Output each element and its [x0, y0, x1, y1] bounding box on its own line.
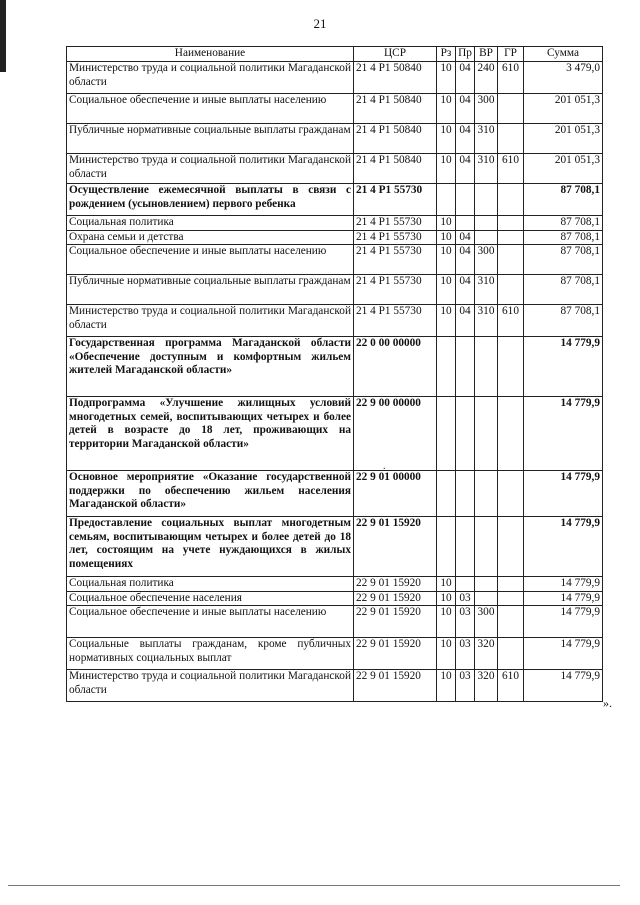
table-row — [67, 184, 603, 216]
cell-csr: 22 9 01 15920 — [354, 670, 437, 702]
cell-sum: 14 779,9 — [524, 471, 603, 517]
cell-csr: 22 9 01 15920 — [354, 638, 437, 670]
cell-vr — [475, 230, 498, 245]
cell-sum: 201 051,3 — [524, 124, 603, 154]
column-header-gr: ГР — [498, 47, 524, 62]
table-row — [67, 397, 603, 471]
cell-sum: 201 051,3 — [524, 94, 603, 124]
cell-csr: 22 0 00 00000 — [354, 337, 437, 397]
cell-name: Публичные нормативные социальные выплаты гражданам — [67, 124, 354, 154]
cell-name: Предоставление социальных выплат многодетным семьям, воспитывающим четырех и более детей до 18 лет, состоящим на учете нуждающихся в жилых помещениях — [67, 517, 354, 577]
cell-sum: 87 708,1 — [524, 216, 603, 231]
cell-csr: 21 4 P1 55730 — [354, 245, 437, 275]
cell-pr — [456, 216, 475, 231]
cell-name: Государственная программа Магаданской области «Обеспечение доступным и комфортным жильем жителей Магаданской области» — [67, 337, 354, 397]
cell-gr — [498, 606, 524, 638]
cell-name: Социальное обеспечение населения — [67, 591, 354, 606]
table-row — [67, 471, 603, 517]
cell-vr: 310 — [475, 305, 498, 337]
table-row — [67, 230, 603, 245]
cell-vr — [475, 184, 498, 216]
cell-gr — [498, 577, 524, 592]
cell-rz: 10 — [437, 94, 456, 124]
cell-vr: 310 — [475, 124, 498, 154]
cell-name: Осуществление ежемесячной выплаты в связи с рождением (усыновлением) первого ребенка — [67, 184, 354, 216]
cell-sum: 87 708,1 — [524, 305, 603, 337]
cell-name: Социальные выплаты гражданам, кроме публичных нормативных социальных выплат — [67, 638, 354, 670]
cell-rz: 10 — [437, 62, 456, 94]
table-row — [67, 94, 603, 124]
cell-name: Социальное обеспечение и иные выплаты населению — [67, 245, 354, 275]
cell-csr: 21 4 P1 55730 — [354, 216, 437, 231]
table-row — [67, 305, 603, 337]
cell-gr — [498, 638, 524, 670]
cell-vr: 300 — [475, 94, 498, 124]
cell-pr: 03 — [456, 670, 475, 702]
table-row — [67, 62, 603, 94]
cell-pr — [456, 337, 475, 397]
cell-vr — [475, 397, 498, 471]
cell-rz: 10 — [437, 591, 456, 606]
cell-sum: 14 779,9 — [524, 606, 603, 638]
cell-vr: 310 — [475, 275, 498, 305]
table-row — [67, 670, 603, 702]
cell-pr: 04 — [456, 154, 475, 184]
cell-rz — [437, 184, 456, 216]
cell-rz: 10 — [437, 245, 456, 275]
cell-csr: 22 9 01 15920 — [354, 591, 437, 606]
cell-pr: 03 — [456, 591, 475, 606]
table-row — [67, 638, 603, 670]
cell-rz: 10 — [437, 154, 456, 184]
cell-csr: 21 4 P1 55730 — [354, 184, 437, 216]
cell-gr — [498, 337, 524, 397]
cell-name: Основное мероприятие «Оказание государственной поддержки по обеспечению жильем населения Магаданской области» — [67, 471, 354, 517]
cell-gr — [498, 517, 524, 577]
cell-vr — [475, 337, 498, 397]
page-bottom-rule — [8, 885, 620, 886]
cell-name: Министерство труда и социальной политики Магаданской области — [67, 670, 354, 702]
cell-vr — [475, 517, 498, 577]
cell-gr — [498, 184, 524, 216]
cell-gr — [498, 245, 524, 275]
cell-name: Охрана семьи и детства — [67, 230, 354, 245]
cell-sum: 14 779,9 — [524, 591, 603, 606]
cell-rz: 10 — [437, 305, 456, 337]
cell-sum: 3 479,0 — [524, 62, 603, 94]
cell-vr — [475, 591, 498, 606]
cell-gr — [498, 471, 524, 517]
cell-gr — [498, 216, 524, 231]
cell-vr: 300 — [475, 606, 498, 638]
cell-vr: 240 — [475, 62, 498, 94]
cell-rz: 10 — [437, 275, 456, 305]
cell-pr: 04 — [456, 124, 475, 154]
cell-vr: 310 — [475, 154, 498, 184]
cell-vr — [475, 577, 498, 592]
cell-rz: 10 — [437, 577, 456, 592]
cell-name: Министерство труда и социальной политики Магаданской области — [67, 305, 354, 337]
cell-rz — [437, 471, 456, 517]
column-header-name: Наименование — [67, 47, 354, 62]
table-row — [67, 275, 603, 305]
cell-csr: 21 4 P1 50840 — [354, 94, 437, 124]
cell-csr: 22 9 00 00000 — [354, 397, 437, 471]
cell-name: Социальная политика — [67, 216, 354, 231]
cell-rz: 10 — [437, 124, 456, 154]
cell-pr — [456, 471, 475, 517]
cell-vr: 320 — [475, 638, 498, 670]
cell-gr — [498, 230, 524, 245]
cell-pr: 03 — [456, 606, 475, 638]
column-header-vr: ВР — [475, 47, 498, 62]
cell-pr: 04 — [456, 62, 475, 94]
cell-csr: 22 9 01 15920 — [354, 577, 437, 592]
cell-gr — [498, 397, 524, 471]
cell-sum: 201 051,3 — [524, 154, 603, 184]
column-header-csr: ЦСР — [354, 47, 437, 62]
cell-vr — [475, 471, 498, 517]
cell-csr: 21 4 P1 50840 — [354, 124, 437, 154]
cell-csr: 21 4 P1 55730 — [354, 305, 437, 337]
cell-name: Подпрограмма «Улучшение жилищных условий многодетных семей, воспитывающих четырех и более детей в возрасте до 18 лет, проживающих на территории Магаданской области» — [67, 397, 354, 471]
cell-gr: 610 — [498, 305, 524, 337]
cell-gr — [498, 275, 524, 305]
cell-vr: 320 — [475, 670, 498, 702]
cell-sum: 14 779,9 — [524, 638, 603, 670]
cell-gr — [498, 124, 524, 154]
cell-gr — [498, 94, 524, 124]
cell-sum: 14 779,9 — [524, 577, 603, 592]
cell-sum: 87 708,1 — [524, 230, 603, 245]
column-header-pr: Пр — [456, 47, 475, 62]
column-header-rz: Рз — [437, 47, 456, 62]
cell-name: Министерство труда и социальной политики Магаданской области — [67, 62, 354, 94]
table-row — [67, 216, 603, 231]
cell-vr: 300 — [475, 245, 498, 275]
cell-vr — [475, 216, 498, 231]
cell-name: Социальное обеспечение и иные выплаты населению — [67, 94, 354, 124]
cell-gr: 610 — [498, 670, 524, 702]
cell-csr: 22 9 01 15920 — [354, 517, 437, 577]
cell-sum: 14 779,9 — [524, 670, 603, 702]
cell-rz — [437, 337, 456, 397]
cell-sum: 14 779,9 — [524, 517, 603, 577]
cell-csr: 22 9 01 15920 — [354, 606, 437, 638]
cell-pr — [456, 577, 475, 592]
table-row — [67, 577, 603, 592]
cell-rz: 10 — [437, 216, 456, 231]
cell-rz: 10 — [437, 230, 456, 245]
cell-pr — [456, 397, 475, 471]
cell-pr: 04 — [456, 94, 475, 124]
cell-pr: 04 — [456, 275, 475, 305]
page-number: 21 — [313, 16, 327, 31]
table-row — [67, 245, 603, 275]
cell-name: Социальная политика — [67, 577, 354, 592]
cell-pr — [456, 517, 475, 577]
cell-csr: 21 4 P1 50840 — [354, 62, 437, 94]
table-row — [67, 124, 603, 154]
cell-csr: 21 4 P1 55730 — [354, 275, 437, 305]
cell-name: Социальное обеспечение и иные выплаты населению — [67, 606, 354, 638]
cell-sum: 14 779,9 — [524, 397, 603, 471]
cell-rz — [437, 397, 456, 471]
table-row — [67, 606, 603, 638]
column-header-sum: Сумма — [524, 47, 603, 62]
cell-gr: 610 — [498, 154, 524, 184]
cell-csr: 22 9 01 00000 — [354, 471, 437, 517]
budget-table — [66, 46, 603, 702]
cell-pr: 04 — [456, 230, 475, 245]
table-row — [67, 154, 603, 184]
cell-sum: 14 779,9 — [524, 337, 603, 397]
closing-quote-mark: ». — [603, 696, 612, 710]
cell-rz: 10 — [437, 638, 456, 670]
cell-sum: 87 708,1 — [524, 275, 603, 305]
cell-csr: 21 4 P1 50840 — [354, 154, 437, 184]
cell-pr: 03 — [456, 638, 475, 670]
stray-dot-mark: . — [383, 461, 386, 472]
cell-name: Министерство труда и социальной политики Магаданской области — [67, 154, 354, 184]
table-header-row — [67, 47, 603, 62]
cell-sum: 87 708,1 — [524, 245, 603, 275]
table-row — [67, 337, 603, 397]
cell-rz — [437, 517, 456, 577]
table-row — [67, 517, 603, 577]
cell-pr: 04 — [456, 245, 475, 275]
cell-pr — [456, 184, 475, 216]
cell-name: Публичные нормативные социальные выплаты гражданам — [67, 275, 354, 305]
cell-gr: 610 — [498, 62, 524, 94]
cell-sum: 87 708,1 — [524, 184, 603, 216]
cell-rz: 10 — [437, 606, 456, 638]
table-row — [67, 591, 603, 606]
cell-csr: 21 4 P1 55730 — [354, 230, 437, 245]
table-body — [67, 62, 603, 702]
cell-rz: 10 — [437, 670, 456, 702]
cell-pr: 04 — [456, 305, 475, 337]
binding-edge-mark — [0, 0, 6, 72]
cell-gr — [498, 591, 524, 606]
